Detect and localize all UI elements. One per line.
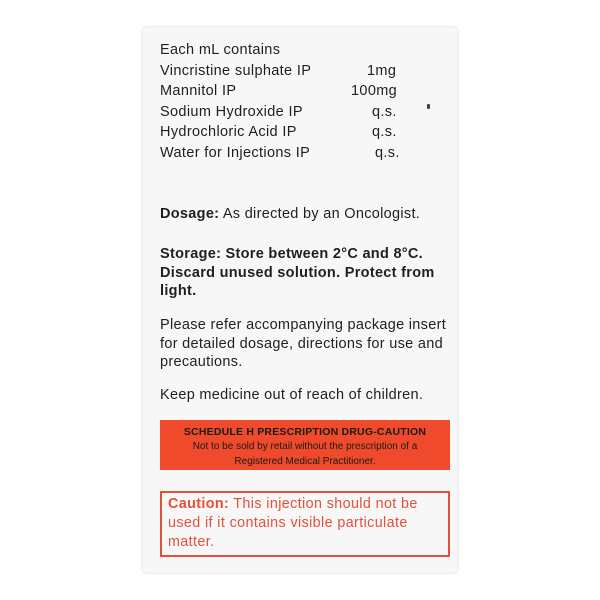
keep-out-of-reach-text: Keep medicine out of reach of children. — [160, 387, 424, 403]
ingredient-qty: q.s. — [372, 103, 397, 120]
caution-text-block — [168, 495, 446, 552]
ingredient-row — [160, 143, 450, 164]
ingredient-name: Water for Injections IP — [160, 144, 311, 161]
caution-label: Caution: — [168, 496, 230, 512]
composition-section — [160, 40, 450, 403]
ingredient-row — [160, 122, 450, 143]
ingredient-row — [160, 81, 450, 102]
ingredient-qty: q.s. — [372, 124, 397, 140]
ingredient-row — [160, 61, 450, 82]
ingredient-qty: q.s. — [375, 144, 400, 161]
schedule-h-warning-box — [160, 420, 450, 470]
storage-text: Storage: Store between 2°C and 8°C. Discard unused solution. Protect from light. — [160, 246, 435, 299]
dosage-text: As directed by an Oncologist. — [219, 206, 421, 222]
caution-box — [160, 491, 450, 557]
ingredient-name: Vincristine sulphate IP — [160, 62, 312, 79]
ingredient-row — [160, 102, 450, 123]
dosage-line — [160, 205, 452, 224]
schedule-line-2: Registered Medical Practitioner. — [234, 456, 376, 467]
refer-text: Please refer accompanying package insert for detailed dosage, directions for use and precautions. — [160, 317, 447, 370]
ingredient-qty: 1mg — [367, 62, 397, 79]
ingredient-name: Sodium Hydroxide IP — [160, 103, 303, 120]
schedule-line-1: Not to be sold by retail without the prescription of a — [192, 441, 418, 452]
dosage-label: Dosage: — [160, 206, 220, 222]
ingredient-name: Hydrochloric Acid IP — [160, 124, 297, 140]
ingredient-name: Mannitol IP — [160, 83, 237, 99]
composition-header: Each mL contains — [160, 42, 281, 58]
label-card — [141, 26, 459, 574]
ingredient-qty: 100mg — [351, 83, 398, 99]
schedule-title: SCHEDULE H PRESCRIPTION DRUG-CAUTION — [183, 426, 427, 438]
print-speck — [427, 104, 430, 109]
caution-text: This injection should not be used if it contains visible particulate matter. — [168, 496, 418, 550]
